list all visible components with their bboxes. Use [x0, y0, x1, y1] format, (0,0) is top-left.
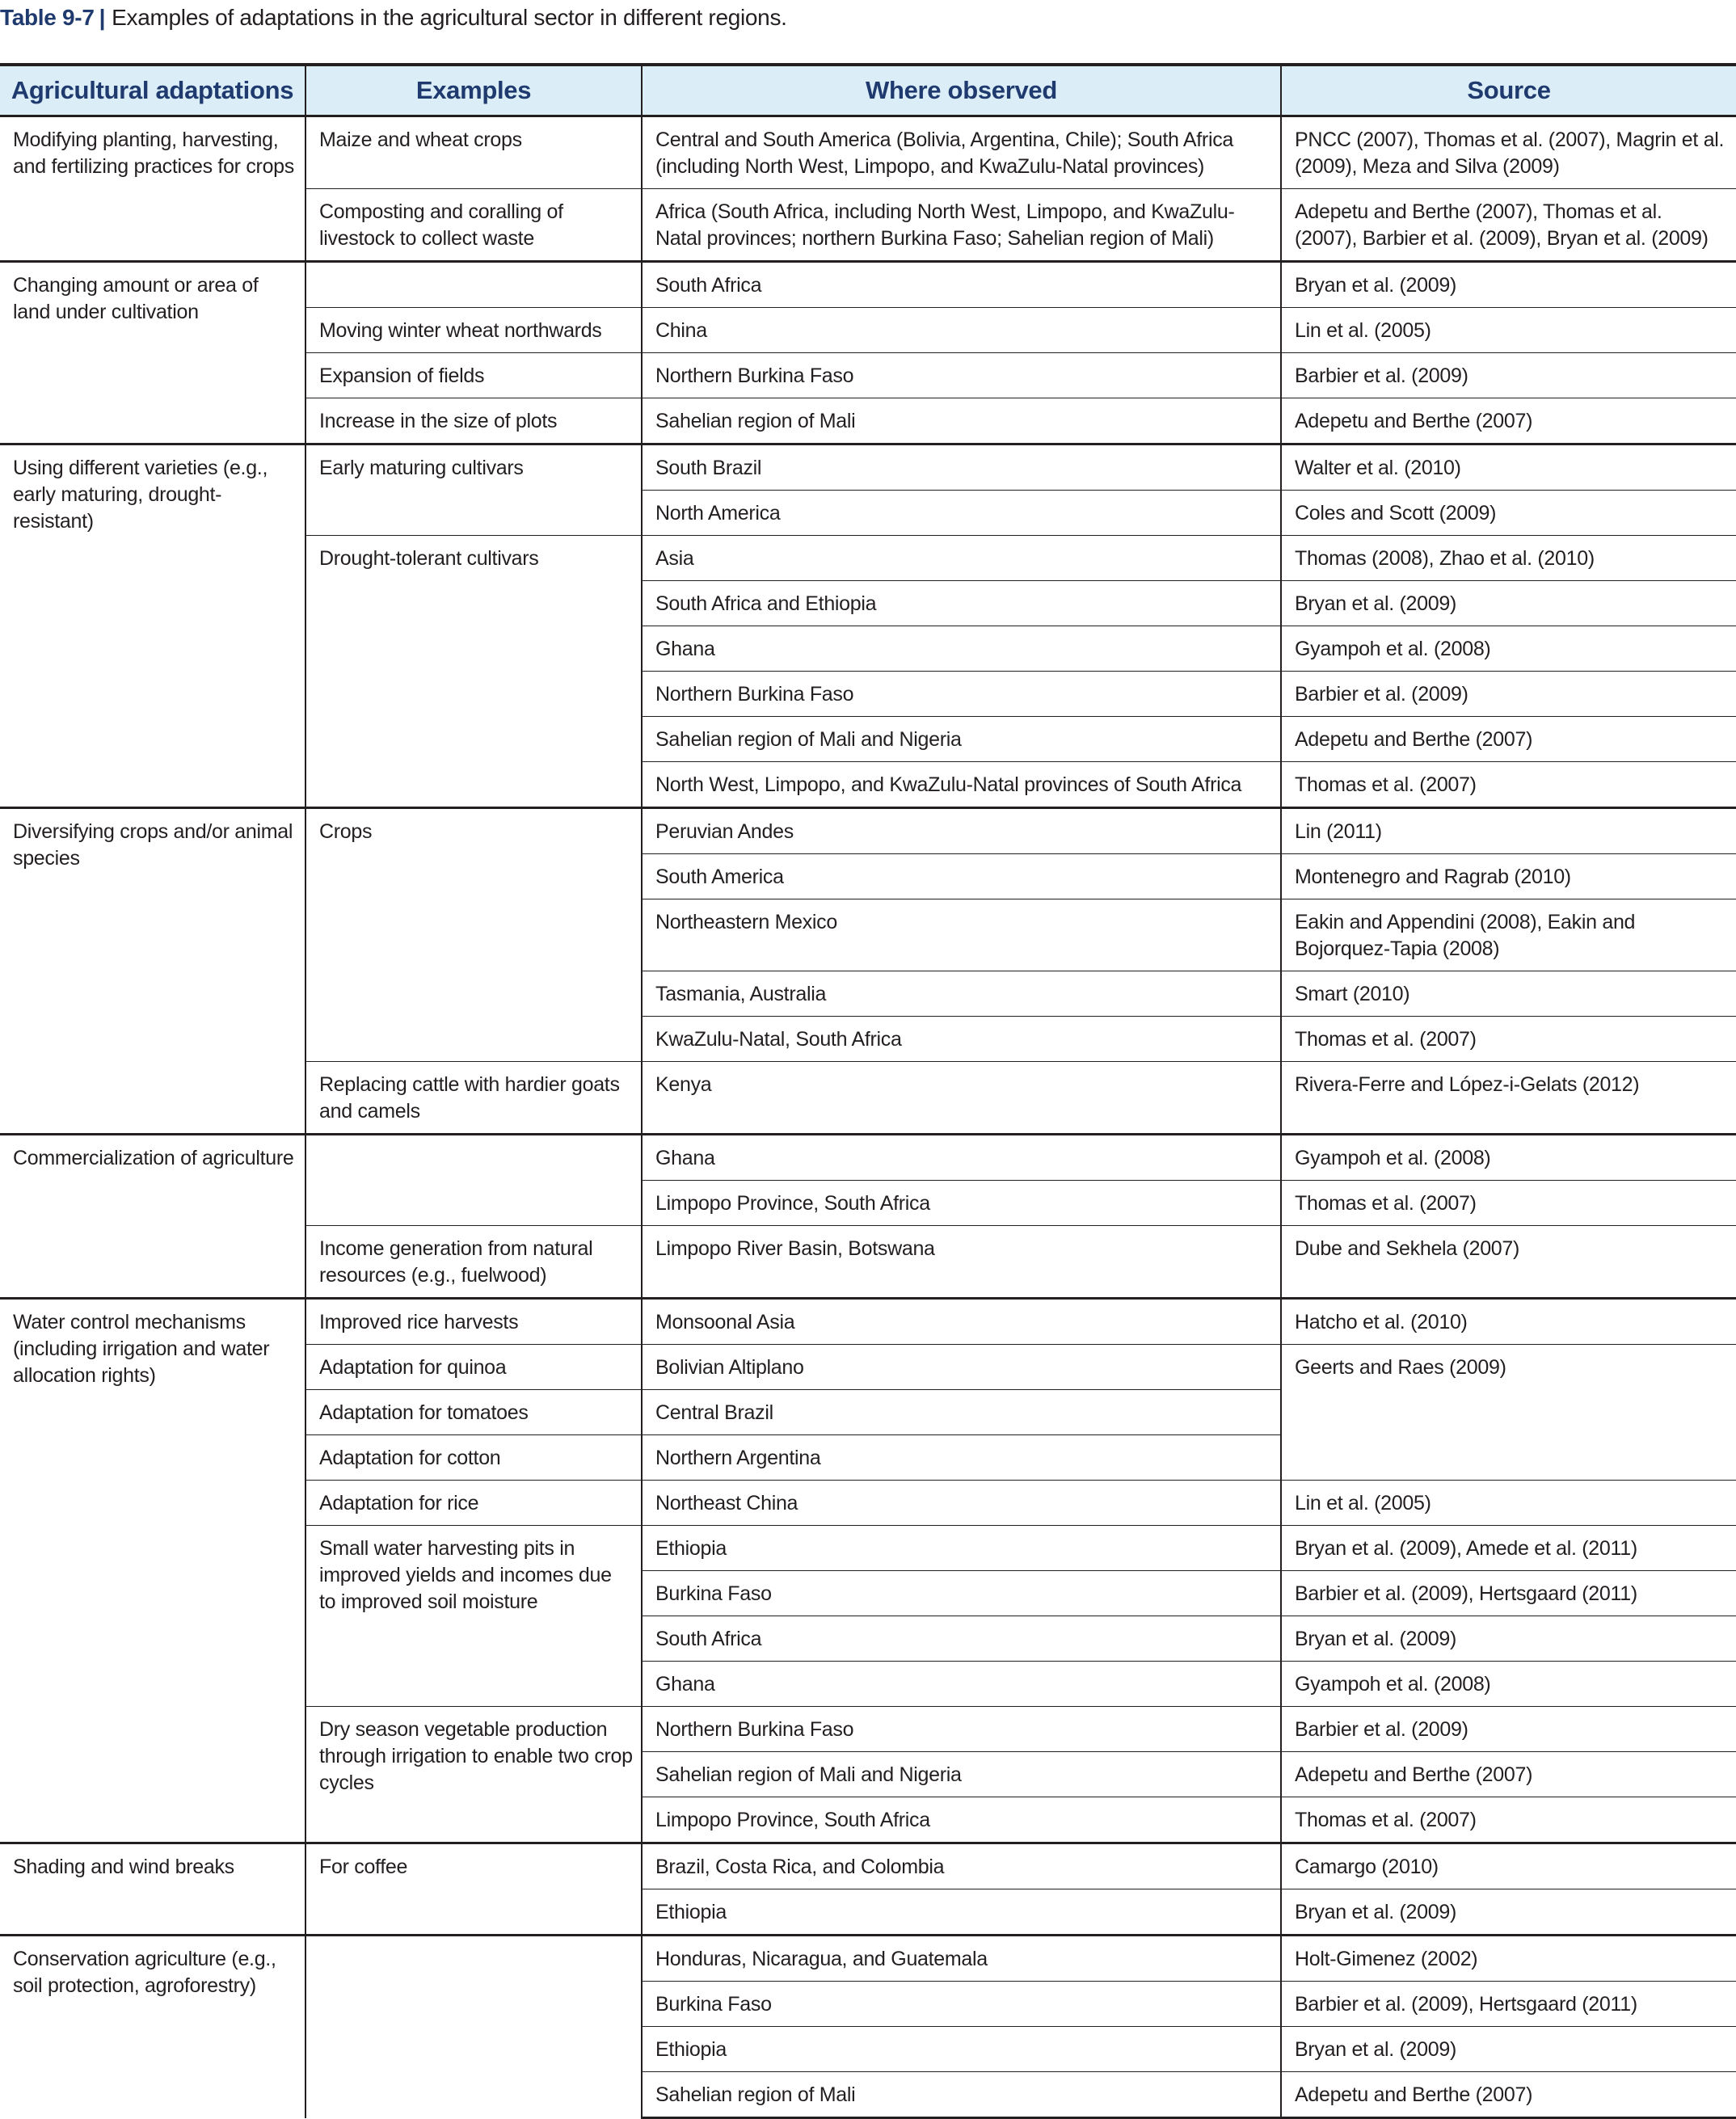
where-observed-cell: Ethiopia	[642, 2027, 1281, 2072]
example-cell: Adaptation for rice	[305, 1481, 642, 1526]
source-cell: Thomas et al. (2007)	[1281, 762, 1736, 808]
where-observed-cell: Limpopo River Basin, Botswana	[642, 1226, 1281, 1299]
table-caption	[0, 3, 787, 32]
caption-separator: |	[99, 5, 106, 30]
where-observed-cell: Brazil, Costa Rica, and Colombia	[642, 1843, 1281, 1889]
table-body	[0, 116, 1736, 2118]
where-observed-cell: Northeastern Mexico	[642, 899, 1281, 971]
source-cell: Barbier et al. (2009), Hertsgaard (2011)	[1281, 1982, 1736, 2027]
example-cell: Maize and wheat crops	[305, 116, 642, 189]
table-row	[0, 1843, 1736, 1889]
where-observed-cell: China	[642, 308, 1281, 353]
source-cell: Gyampoh et al. (2008)	[1281, 626, 1736, 672]
source-cell: Thomas et al. (2007)	[1281, 1797, 1736, 1843]
example-cell	[305, 262, 642, 308]
source-cell: Coles and Scott (2009)	[1281, 491, 1736, 536]
source-cell: Thomas et al. (2007)	[1281, 1017, 1736, 1062]
where-observed-cell: Peruvian Andes	[642, 808, 1281, 854]
source-cell: Bryan et al. (2009)	[1281, 262, 1736, 308]
adaptation-cell: Using different varieties (e.g., early maturing, drought-resistant)	[0, 444, 305, 808]
where-observed-cell: Monsoonal Asia	[642, 1299, 1281, 1345]
source-cell: Barbier et al. (2009), Hertsgaard (2011)	[1281, 1571, 1736, 1616]
where-observed-cell: Ghana	[642, 1662, 1281, 1707]
table-row	[0, 1135, 1736, 1181]
example-cell	[305, 1936, 642, 2118]
example-cell: Adaptation for cotton	[305, 1435, 642, 1481]
table-row	[0, 1936, 1736, 1982]
adaptation-cell: Modifying planting, harvesting, and fertilizing practices for crops	[0, 116, 305, 262]
source-cell: Gyampoh et al. (2008)	[1281, 1135, 1736, 1181]
where-observed-cell: Burkina Faso	[642, 1982, 1281, 2027]
where-observed-cell: Limpopo Province, South Africa	[642, 1181, 1281, 1226]
example-cell: Income generation from natural resources (e.g., fuelwood)	[305, 1226, 642, 1299]
source-cell: Hatcho et al. (2010)	[1281, 1299, 1736, 1345]
caption-text: Examples of adaptations in the agricultural sector in different regions.	[112, 5, 787, 30]
where-observed-cell: Ghana	[642, 626, 1281, 672]
source-cell: Barbier et al. (2009)	[1281, 353, 1736, 398]
table-row	[0, 808, 1736, 854]
source-cell: Walter et al. (2010)	[1281, 444, 1736, 491]
header-row	[0, 65, 1736, 116]
where-observed-cell: Northern Burkina Faso	[642, 1707, 1281, 1752]
source-cell: Bryan et al. (2009)	[1281, 581, 1736, 626]
where-observed-cell: Sahelian region of Mali	[642, 2072, 1281, 2118]
source-cell: Geerts and Raes (2009)	[1281, 1345, 1736, 1481]
example-cell: For coffee	[305, 1843, 642, 1936]
header-agricultural-adaptations: Agricultural adaptations	[0, 65, 305, 116]
source-cell: Dube and Sekhela (2007)	[1281, 1226, 1736, 1299]
example-cell: Expansion of fields	[305, 353, 642, 398]
adaptation-cell: Commercialization of agriculture	[0, 1135, 305, 1299]
where-observed-cell: Ethiopia	[642, 1889, 1281, 1936]
source-cell: Montenegro and Ragrab (2010)	[1281, 854, 1736, 899]
example-cell: Early maturing cultivars	[305, 444, 642, 536]
where-observed-cell: Africa (South Africa, including North West, Limpopo, and KwaZulu-Natal provinces; northern Burkina Faso; Sahelian region of Mali)	[642, 189, 1281, 262]
where-observed-cell: Ghana	[642, 1135, 1281, 1181]
source-cell: Holt-Gimenez (2002)	[1281, 1936, 1736, 1982]
where-observed-cell: Central and South America (Bolivia, Argentina, Chile); South Africa (including North West, Limpopo, and KwaZulu-Natal provinces)	[642, 116, 1281, 189]
where-observed-cell: Kenya	[642, 1062, 1281, 1135]
header-where-observed: Where observed	[642, 65, 1281, 116]
where-observed-cell: Sahelian region of Mali	[642, 398, 1281, 444]
source-cell: Adepetu and Berthe (2007), Thomas et al. (2007), Barbier et al. (2009), Bryan et al. (2009)	[1281, 189, 1736, 262]
adaptation-cell: Shading and wind breaks	[0, 1843, 305, 1936]
where-observed-cell: Ethiopia	[642, 1526, 1281, 1571]
adaptation-cell: Water control mechanisms (including irrigation and water allocation rights)	[0, 1299, 305, 1843]
table-row	[0, 1299, 1736, 1345]
where-observed-cell: Limpopo Province, South Africa	[642, 1797, 1281, 1843]
adaptation-cell: Changing amount or area of land under cultivation	[0, 262, 305, 444]
example-cell: Replacing cattle with hardier goats and camels	[305, 1062, 642, 1135]
where-observed-cell: Northern Argentina	[642, 1435, 1281, 1481]
table-row	[0, 444, 1736, 491]
example-cell: Improved rice harvests	[305, 1299, 642, 1345]
example-cell: Dry season vegetable production through irrigation to enable two crop cycles	[305, 1707, 642, 1843]
where-observed-cell: Tasmania, Australia	[642, 971, 1281, 1017]
example-cell: Adaptation for tomatoes	[305, 1390, 642, 1435]
where-observed-cell: South Africa and Ethiopia	[642, 581, 1281, 626]
table-row	[0, 262, 1736, 308]
where-observed-cell: Honduras, Nicaragua, and Guatemala	[642, 1936, 1281, 1982]
example-cell: Composting and coralling of livestock to collect waste	[305, 189, 642, 262]
where-observed-cell: Central Brazil	[642, 1390, 1281, 1435]
where-observed-cell: South Africa	[642, 1616, 1281, 1662]
where-observed-cell: Sahelian region of Mali and Nigeria	[642, 1752, 1281, 1797]
example-cell	[305, 1135, 642, 1226]
where-observed-cell: Northeast China	[642, 1481, 1281, 1526]
where-observed-cell: South Africa	[642, 262, 1281, 308]
where-observed-cell: Burkina Faso	[642, 1571, 1281, 1616]
table-number: Table 9-7	[0, 5, 95, 30]
where-observed-cell: Northern Burkina Faso	[642, 672, 1281, 717]
source-cell: Gyampoh et al. (2008)	[1281, 1662, 1736, 1707]
source-cell: PNCC (2007), Thomas et al. (2007), Magrin et al. (2009), Meza and Silva (2009)	[1281, 116, 1736, 189]
header-examples: Examples	[305, 65, 642, 116]
source-cell: Barbier et al. (2009)	[1281, 1707, 1736, 1752]
source-cell: Bryan et al. (2009)	[1281, 1616, 1736, 1662]
where-observed-cell: KwaZulu-Natal, South Africa	[642, 1017, 1281, 1062]
where-observed-cell: Asia	[642, 536, 1281, 581]
source-cell: Barbier et al. (2009)	[1281, 672, 1736, 717]
adaptations-table	[0, 63, 1736, 2119]
where-observed-cell: North West, Limpopo, and KwaZulu-Natal provinces of South Africa	[642, 762, 1281, 808]
where-observed-cell: Northern Burkina Faso	[642, 353, 1281, 398]
source-cell: Lin et al. (2005)	[1281, 1481, 1736, 1526]
example-cell: Drought-tolerant cultivars	[305, 536, 642, 808]
header-source: Source	[1281, 65, 1736, 116]
adaptation-cell: Conservation agriculture (e.g., soil protection, agroforestry)	[0, 1936, 305, 2118]
where-observed-cell: Sahelian region of Mali and Nigeria	[642, 717, 1281, 762]
where-observed-cell: Bolivian Altiplano	[642, 1345, 1281, 1390]
source-cell: Smart (2010)	[1281, 971, 1736, 1017]
example-cell: Crops	[305, 808, 642, 1062]
example-cell: Moving winter wheat northwards	[305, 308, 642, 353]
source-cell: Thomas et al. (2007)	[1281, 1181, 1736, 1226]
source-cell: Rivera-Ferre and López-i-Gelats (2012)	[1281, 1062, 1736, 1135]
example-cell: Adaptation for quinoa	[305, 1345, 642, 1390]
where-observed-cell: North America	[642, 491, 1281, 536]
source-cell: Bryan et al. (2009)	[1281, 2027, 1736, 2072]
where-observed-cell: South America	[642, 854, 1281, 899]
source-cell: Bryan et al. (2009)	[1281, 1889, 1736, 1936]
source-cell: Adepetu and Berthe (2007)	[1281, 1752, 1736, 1797]
table-row	[0, 116, 1736, 189]
source-cell: Adepetu and Berthe (2007)	[1281, 717, 1736, 762]
example-cell: Small water harvesting pits in improved yields and incomes due to improved soil moisture	[305, 1526, 642, 1707]
example-cell: Increase in the size of plots	[305, 398, 642, 444]
where-observed-cell: South Brazil	[642, 444, 1281, 491]
adaptation-cell: Diversifying crops and/or animal species	[0, 808, 305, 1135]
source-cell: Adepetu and Berthe (2007)	[1281, 2072, 1736, 2118]
source-cell: Thomas (2008), Zhao et al. (2010)	[1281, 536, 1736, 581]
source-cell: Camargo (2010)	[1281, 1843, 1736, 1889]
source-cell: Bryan et al. (2009), Amede et al. (2011)	[1281, 1526, 1736, 1571]
source-cell: Eakin and Appendini (2008), Eakin and Bojorquez-Tapia (2008)	[1281, 899, 1736, 971]
source-cell: Lin et al. (2005)	[1281, 308, 1736, 353]
source-cell: Adepetu and Berthe (2007)	[1281, 398, 1736, 444]
source-cell: Lin (2011)	[1281, 808, 1736, 854]
